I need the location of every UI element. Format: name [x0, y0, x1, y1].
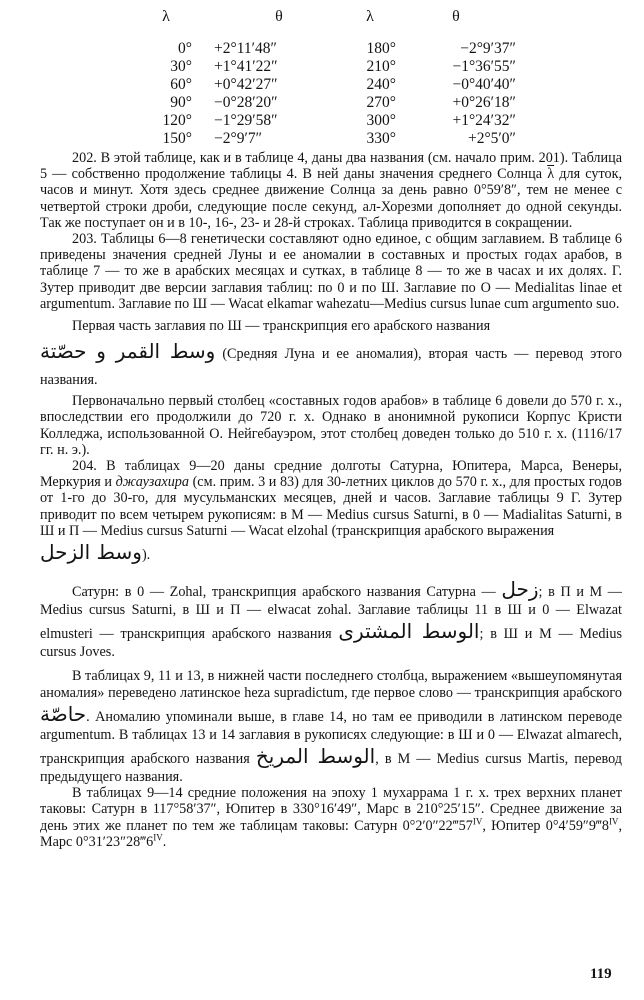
note-204-para-2-text-b: ; в П и М — Medius cursus Saturni, в Ш и П — elwacat zohal. Заглавие таблицы 11 в Ш и 0 — Elwazat elmusteri — транскрипция арабского названия: [40, 584, 622, 643]
table-row: [140, 112, 532, 130]
table-row: [140, 76, 532, 94]
lambda-cell: 60°: [170, 76, 192, 93]
italic-term-jawzahar: джаузахира: [115, 474, 189, 491]
theta-cell: +2°11′48″: [214, 40, 277, 57]
lambda-cell: 270°: [366, 94, 396, 111]
note-204-para-3: [40, 668, 622, 785]
theta-cell: −2°9′37″: [460, 40, 516, 57]
note-203-para-2-text-b: (Средняя Луна и ее аномалия), вторая часть — перевод этого названия.: [40, 346, 622, 389]
table-row: [140, 40, 532, 58]
note-204-text-a: 204. В таблицах 9—20 даны средние долготы Сатурна, Юпитера, Марса, Венеры, Меркурия и: [40, 458, 622, 491]
note-202: [40, 150, 622, 231]
header-theta-1: θ: [275, 8, 283, 25]
arabic-phrase-mean-jupiter: الوسط المشترى: [338, 619, 480, 644]
table-row: [140, 94, 532, 112]
arabic-word-saturn: زحل: [501, 577, 539, 602]
theta-cell: −2°9′7″: [214, 130, 263, 147]
lambda-cell: 240°: [366, 76, 396, 93]
theta-cell: +1°41′22″: [214, 58, 278, 75]
mean-sun-symbol: $\overline{\lambda}$: [547, 166, 555, 183]
theta-cell: −1°36′55″: [452, 58, 516, 75]
note-204-text-c: ).: [141, 547, 151, 564]
note-203-para-2-cont: [40, 338, 622, 393]
note-204-text-b: (см. прим. 3 и 83) для 30-летних циклов до 570 г. х., для простых годов от 1-го до 30-го, для мусульманских месяцев, дней и часов. Заглавие таблицы 9 Г. Зутер приводит по всем четырем рукописям: в М — Medius cursus Saturni, в 0 — Madialitas Saturni, в Ш и П — Medius cursus Saturni — Wacat elzohal (транскрипция арабского выражения: [40, 474, 622, 539]
header-lambda-1: λ: [162, 8, 170, 25]
note-204: [40, 458, 622, 539]
arabic-phrase-mean-saturn: وسط الزحل: [40, 540, 142, 565]
note-204-para-4: [40, 785, 622, 850]
note-203-para-2-text-a: Первая часть заглавия по Ш — транскрипция его арабского названия: [72, 318, 491, 335]
lambda-cell: 150°: [162, 130, 192, 147]
lambda-cell: 180°: [366, 40, 396, 57]
table-body: [140, 40, 532, 148]
note-204-para-4-text-b: , Юпитер 0°4′59″9‴8: [482, 817, 609, 834]
note-202-text-b: для суток, часов и минут. Хотя здесь среднее движение Солнца за день равно 0°59′8″, тем не менее с четвертой строки дроби, следующие после секунд, ал-Хорезми дополняет до одной секунды. Так же поступает он и в 10-, 16-, 23- и 28-й строках. Таблица приводится в сокращении.: [40, 166, 623, 231]
theta-cell: +0°26′18″: [452, 94, 516, 111]
note-202-text-a: 202. В этой таблице, как и в таблице 4, даны два названия (см. начало прим. 201). Таблица 5 — собственно продолжение таблицы 4. В ней даны значения среднего Солнца: [40, 150, 622, 183]
note-204-para-2: [40, 576, 622, 660]
header-theta-2: θ: [452, 8, 460, 25]
arabic-phrase-mean-moon: وسط القمر و حصّتة: [40, 339, 216, 364]
notes-body: [40, 150, 622, 850]
theta-cell: −0°28′20″: [214, 94, 278, 111]
note-204-para-4-text-c: , Марс 0°31′23″28‴6: [40, 817, 622, 850]
lambda-cell: 330°: [366, 130, 396, 147]
lambda-cell: 30°: [170, 58, 192, 75]
theta-cell: −0°40′40″: [452, 76, 516, 93]
note-203-para-3: Первоначально первый столбец «составных годов арабов» в таблице 6 довели до 570 г. х., впоследствии его продолжили до 720 г. х. Однако в анонимной рукописи Корпус Кристи Колледжа, использованной О. Нейгебауэром, этот столбец доведен только до 510 г. х. (1116/17 гг. н. э.).: [40, 393, 622, 458]
note-203: 203. Таблицы 6—8 генетически составляют одно единое, с общим заглавием. В таблице 6 приведены значения средней Луны и ее аномалии в составных и простых годах арабов, в таблице 7 — то же в арабских месяцах и сутках, в таблице 8 — то же в часах и их долях. Г. Зутер приводит две версии заглавия таблиц: по 0 и по Ш. Заглавие по О — Medialitas linae et argumentum. Заглавие по Ш — Wacat elkamar wahezatu—Medius cursus lunae cum argumento suo.: [40, 231, 622, 312]
superscript-iv: IV: [472, 815, 483, 826]
arabic-phrase-mean-mars: الوسط المريخ: [255, 744, 376, 769]
lambda-cell: 0°: [178, 40, 192, 57]
theta-cell: +0°42′27″: [214, 76, 278, 93]
note-204-para-2-text-a: Сатурн: в 0 — Zohal, транскрипция арабского названия Сатурна —: [72, 584, 496, 601]
note-204-para-3-text-c: , в М — Medius cursus Martis, перевод предыдущего названия.: [40, 751, 623, 786]
note-204-para-3-text-b: . Аномалию упоминали выше, в главе 14, но там ее приводили в латинском переводе argumentum. В таблицах 13 и 14 заглавия в рукописях следующие: в Ш и 0 — Elwazat almarech, транскрипция арабского названия: [40, 708, 622, 768]
lambda-cell: 120°: [162, 112, 192, 129]
table-row: [140, 58, 532, 76]
lambda-cell: 210°: [366, 58, 396, 75]
table-header-row: [140, 8, 532, 40]
note-204-para-2-text-c: ; в Ш и М — Medius cursus Joves.: [40, 626, 622, 661]
note-204-para-3-text-a: В таблицах 9, 11 и 13, в нижней части последнего столбца, выражением «вышеупомянутая аномалия» переведено латинское heza supradictum, где первое слово — транскрипция арабского: [40, 668, 622, 701]
note-203-para-2: [40, 318, 622, 334]
theta-cell: +2°5′0″: [467, 130, 516, 147]
header-lambda-2: λ: [366, 8, 374, 25]
superscript-iv: IV: [608, 815, 619, 826]
theta-cell: −1°29′58″: [214, 112, 278, 129]
note-204-para-4-text-d: .: [162, 833, 167, 850]
page-number: 119: [590, 966, 612, 982]
table-row: [140, 130, 532, 148]
arabic-word-anomaly: حاصّة: [40, 701, 87, 726]
note-204-arabic-line: [40, 539, 622, 568]
note-204-para-4-text-a: В таблицах 9—14 средние положения на эпоху 1 мухаррама 1 г. х. трех верхних планет таковы: Сатурн в 117°58′37″, Юпитер в 330°16′49″, Марс в 210°25′15″. Среднее движение за день этих же планет по тем же таблицам таковы: Сатурн 0°2′0″22‴57: [40, 785, 622, 834]
lambda-cell: 90°: [170, 94, 192, 111]
coordinate-table: [140, 8, 532, 148]
superscript-iv: IV: [153, 832, 163, 843]
theta-cell: +1°24′32″: [452, 112, 516, 129]
lambda-cell: 300°: [366, 112, 396, 129]
